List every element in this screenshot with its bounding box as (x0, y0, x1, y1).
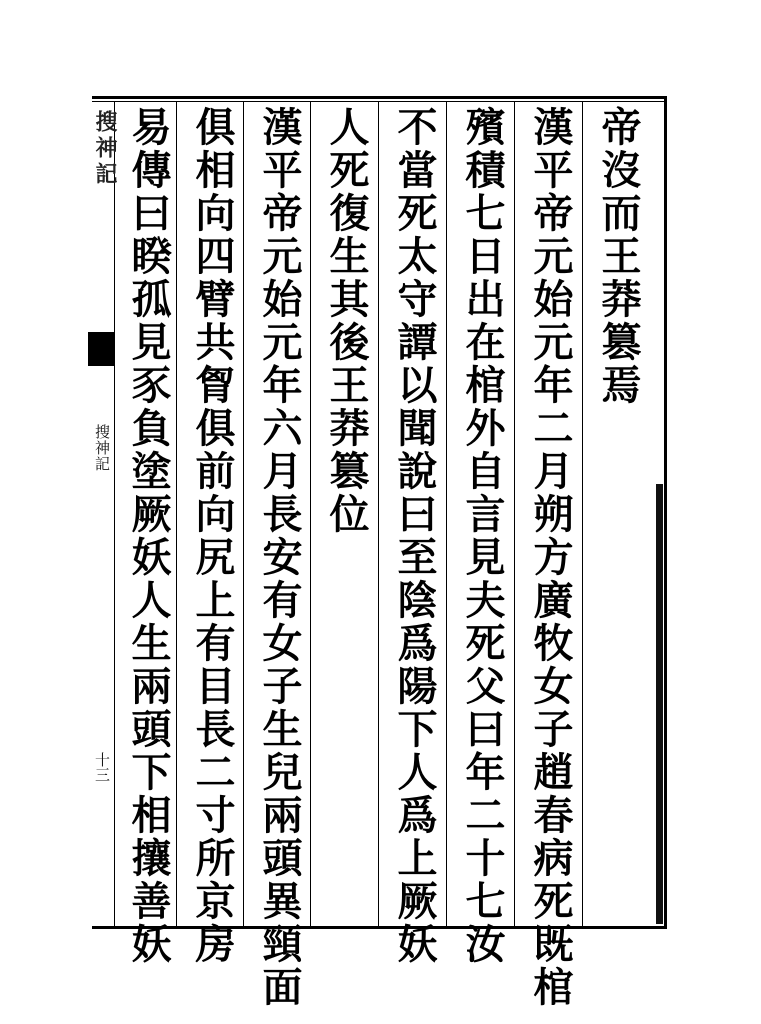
column-rule (310, 101, 311, 926)
banxin-strip (88, 101, 114, 926)
text-column-7: 俱相向四臂共胷俱前向尻上有目長二寸所京房 (189, 106, 236, 966)
text-column-8: 易傳曰睽孤見豕負塗厥妖人生兩頭下相攘善妖 (125, 106, 172, 966)
text-column-2: 漢平帝元始元年二月朔方廣牧女子趙春病死既棺 (527, 106, 574, 1009)
column-rule (114, 101, 115, 926)
frame-right-border (664, 96, 667, 929)
frame-bottom-border (92, 926, 667, 929)
banxin-section-title: 搜神記 (93, 424, 111, 472)
column-rule (514, 101, 515, 926)
frame-top-border (92, 96, 667, 99)
text-column-1: 帝沒而王莽篡焉 (595, 106, 642, 407)
column-rule (176, 101, 177, 926)
text-column-3: 殯積七日出在棺外自言見夫死父曰年二十七汝 (459, 106, 506, 966)
column-rule (446, 101, 447, 926)
text-column-5: 人死復生其後王莽篡位 (323, 106, 370, 536)
column-rule (378, 101, 379, 926)
text-column-4: 不當死太守譚以聞說曰至陰爲陽下人爲上厥妖 (391, 106, 438, 966)
page-edge-shadow (656, 484, 663, 924)
banxin-title: 搜神記 (92, 110, 118, 188)
column-rule (582, 101, 583, 926)
fishtail-mark (88, 332, 114, 366)
column-rule (243, 101, 244, 926)
text-column-6: 漢平帝元始元年六月長安有女子生兒兩頭異頸面 (256, 106, 303, 1009)
frame-top-inner-border (92, 101, 667, 102)
banxin-page-number: 十三 (93, 752, 111, 782)
